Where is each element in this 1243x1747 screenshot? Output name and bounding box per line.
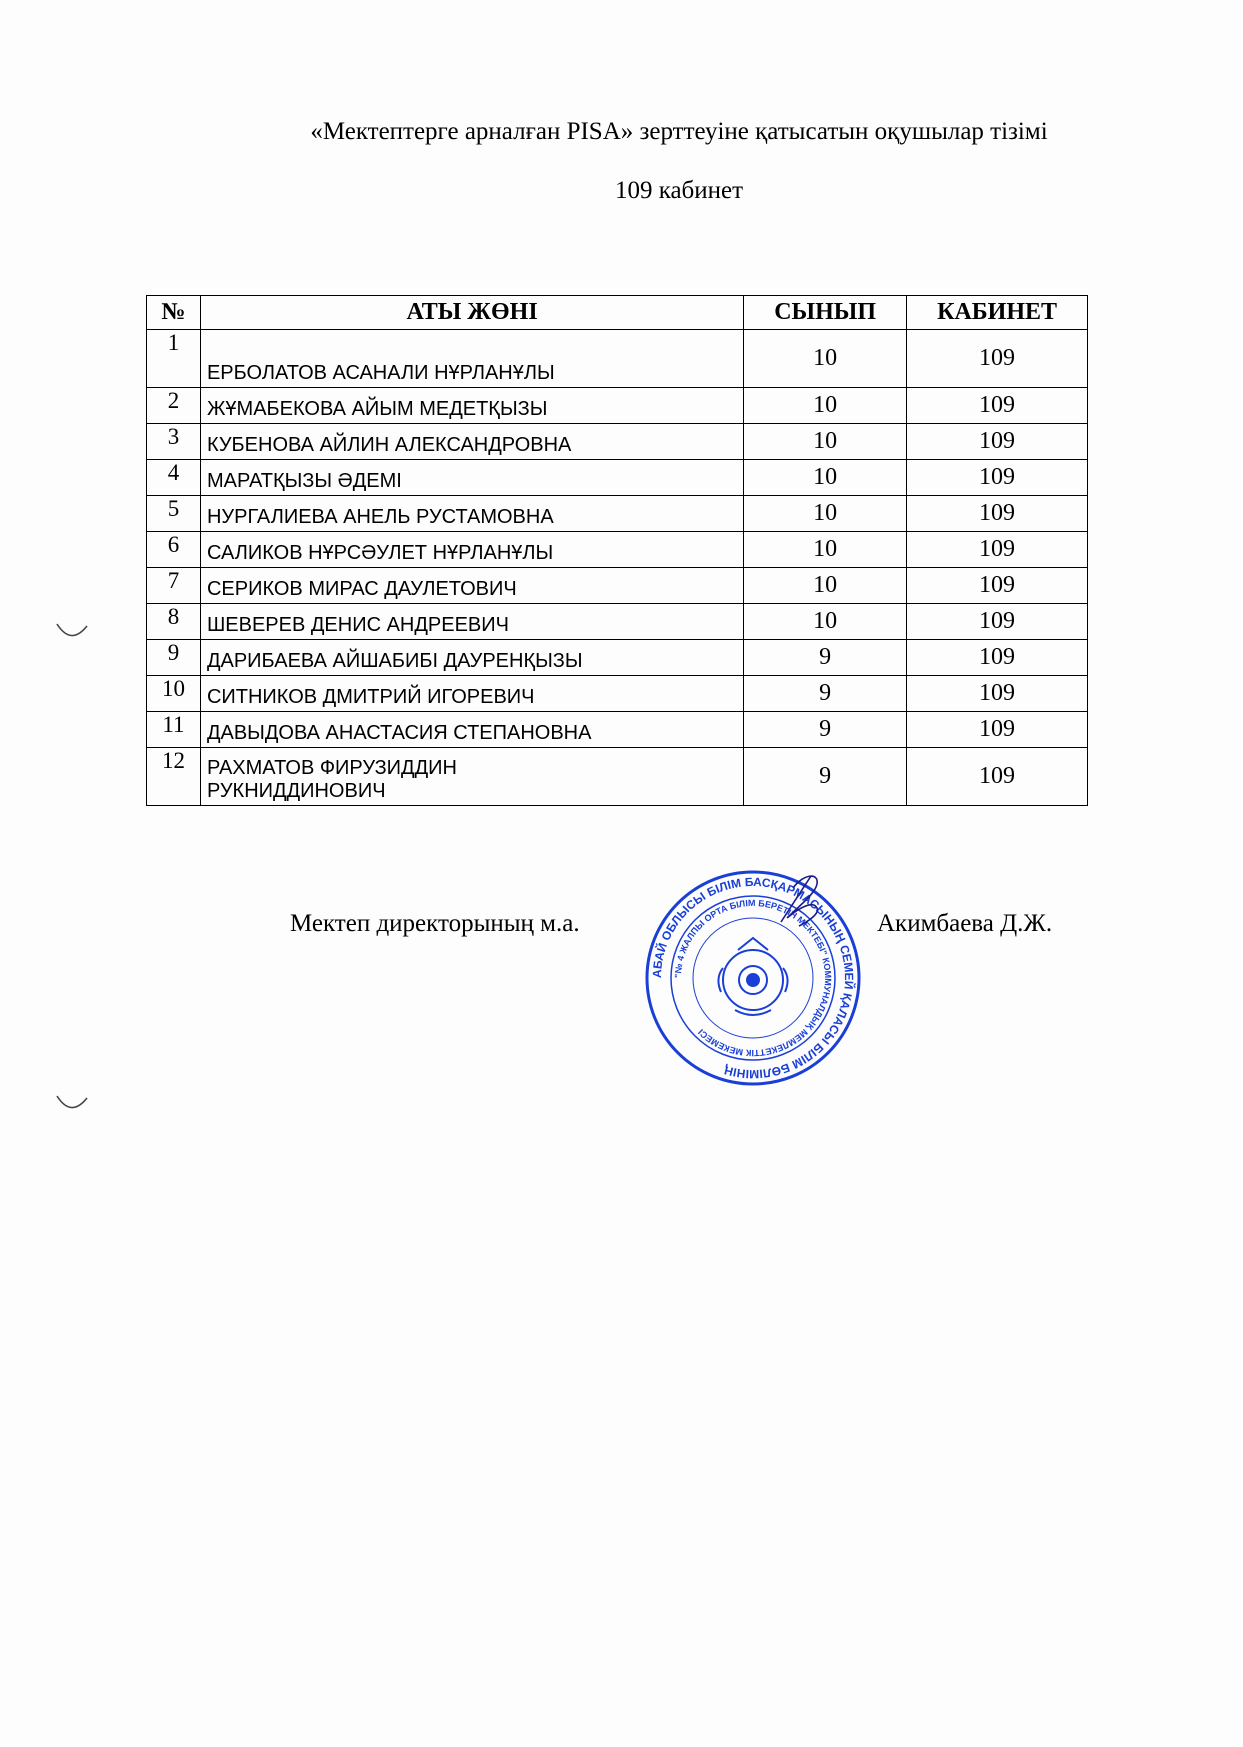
punch-mark-icon [55, 622, 89, 642]
header-class: СЫНЫП [744, 296, 907, 330]
row-number: 3 [147, 424, 201, 460]
row-class: 9 [744, 640, 907, 676]
header-number: № [147, 296, 201, 330]
row-class: 10 [744, 604, 907, 640]
row-number: 4 [147, 460, 201, 496]
row-number: 6 [147, 532, 201, 568]
row-room: 109 [907, 676, 1088, 712]
table-row [147, 748, 1088, 806]
table-row [147, 712, 1088, 748]
row-room: 109 [907, 496, 1088, 532]
row-name: ДАРИБАЕВА АЙШАБИБІ ДАУРЕНҚЫЗЫ [200, 640, 743, 676]
table-row [147, 460, 1088, 496]
table-row [147, 640, 1088, 676]
table-row [147, 532, 1088, 568]
row-name: ЖҰМАБЕКОВА АЙЫМ МЕДЕТҚЫЗЫ [200, 388, 743, 424]
row-name [200, 748, 743, 806]
table-row [147, 676, 1088, 712]
row-room: 109 [907, 640, 1088, 676]
row-number: 1 [147, 330, 201, 388]
row-name-line1: РАХМАТОВ ФИРУЗИДДИН [206, 757, 457, 779]
row-name: СИТНИКОВ ДМИТРИЙ ИГОРЕВИЧ [200, 676, 743, 712]
table-row [147, 604, 1088, 640]
row-number: 12 [147, 748, 201, 806]
stamp-outer-text: АБАЙ ОБЛЫСЫ БІЛІМ БАСҚАРМАСЫНЫҢ СЕМЕЙ ҚАЛАСЫ БІЛІМ БӨЛІМІНІҢ [649, 874, 857, 1082]
table-row [147, 496, 1088, 532]
row-name: ЕРБОЛАТОВ АСАНАЛИ НҰРЛАНҰЛЫ [200, 330, 743, 388]
row-class: 10 [744, 532, 907, 568]
row-room: 109 [907, 460, 1088, 496]
table-header-row [147, 296, 1088, 330]
row-class: 10 [744, 424, 907, 460]
signature-role: Мектеп директорының м.а. [290, 910, 580, 937]
table-row [147, 568, 1088, 604]
stamp-emblem-icon [718, 938, 787, 1015]
row-name: ШЕВЕРЕВ ДЕНИС АНДРЕЕВИЧ [200, 604, 743, 640]
row-name-line2: РУКНИДДИНОВИЧ [206, 780, 386, 802]
row-class: 10 [744, 460, 907, 496]
row-room: 109 [907, 712, 1088, 748]
row-class: 9 [744, 748, 907, 806]
row-number: 9 [147, 640, 201, 676]
official-stamp [643, 868, 863, 1088]
row-class: 10 [744, 568, 907, 604]
row-room: 109 [907, 568, 1088, 604]
student-table [146, 295, 1088, 806]
row-class: 9 [744, 712, 907, 748]
header-room: КАБИНЕТ [907, 296, 1088, 330]
row-number: 10 [147, 676, 201, 712]
row-room: 109 [907, 330, 1088, 388]
row-room: 109 [907, 604, 1088, 640]
row-number: 7 [147, 568, 201, 604]
row-number: 5 [147, 496, 201, 532]
row-class: 10 [744, 388, 907, 424]
row-class: 10 [744, 330, 907, 388]
row-number: 8 [147, 604, 201, 640]
stamp-inner-text: "№ 4 ЖАЛПЫ ОРТА БІЛІМ БЕРЕТІН МЕКТЕБІ" КОММУНАЛДЫҚ МЕМЛЕКЕТТІК МЕКЕМЕСІ [672, 897, 834, 1059]
document-title: «Мектептерге арналған PISA» зерттеуіне қатысатын оқушылар тізімі [310, 118, 1048, 145]
row-number: 2 [147, 388, 201, 424]
row-name: СЕРИКОВ МИРАС ДАУЛЕТОВИЧ [200, 568, 743, 604]
table-row [147, 330, 1088, 388]
table-row [147, 424, 1088, 460]
row-name: ДАВЫДОВА АНАСТАСИЯ СТЕПАНОВНА [200, 712, 743, 748]
row-name: КУБЕНОВА АЙЛИН АЛЕКСАНДРОВНА [200, 424, 743, 460]
header-name: АТЫ ЖӨНІ [200, 296, 743, 330]
row-number: 11 [147, 712, 201, 748]
row-name: МАРАТҚЫЗЫ ӘДЕМІ [200, 460, 743, 496]
document-subtitle: 109 кабинет [614, 177, 744, 204]
row-room: 109 [907, 424, 1088, 460]
row-class: 9 [744, 676, 907, 712]
row-room: 109 [907, 532, 1088, 568]
row-room: 109 [907, 388, 1088, 424]
row-name: НУРГАЛИЕВА АНЕЛЬ РУСТАМОВНА [200, 496, 743, 532]
table-row [147, 388, 1088, 424]
row-name: САЛИКОВ НҰРСӘУЛЕТ НҰРЛАНҰЛЫ [200, 532, 743, 568]
row-class: 10 [744, 496, 907, 532]
row-room: 109 [907, 748, 1088, 806]
punch-mark-icon [55, 1094, 89, 1114]
signature-name: Акимбаева Д.Ж. [877, 910, 1053, 937]
